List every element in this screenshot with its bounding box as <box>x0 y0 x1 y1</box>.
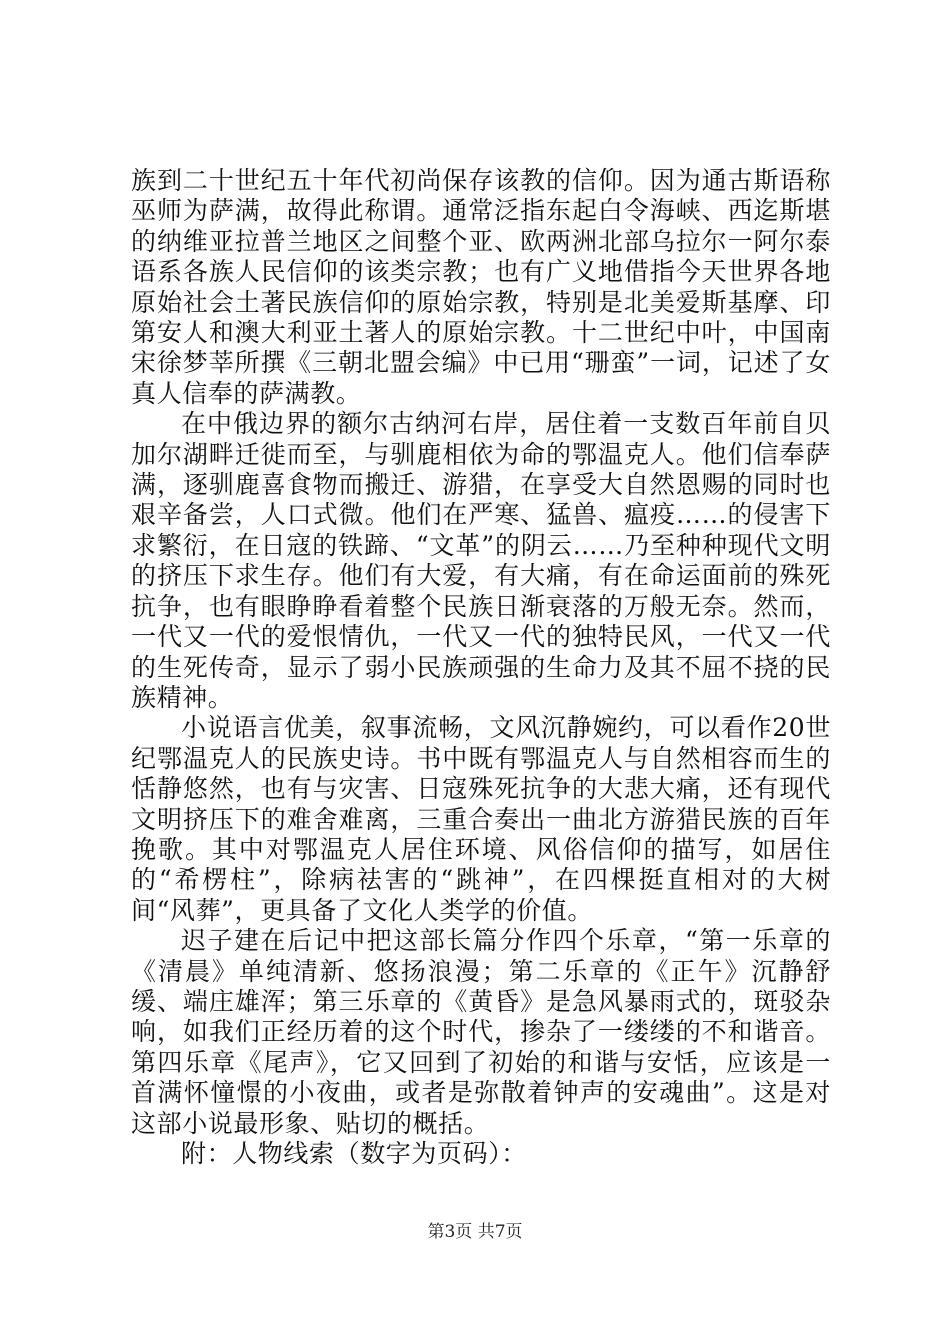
page-number-footer: 第3页 共7页 <box>427 1222 523 1242</box>
body-text <box>131 166 831 1169</box>
paragraph-4: 迟子建在后记中把这部长篇分作四个乐章，“第一乐章的《清晨》单纯清新、悠扬浪漫；第二乐章的《正午》沉静舒缓、端庄雄浑；第三乐章的《黄昏》是急风暴雨式的，斑驳杂响，如我们正经历着的这个时代，掺杂了一缕缕的不和谐音。第四乐章《尾声》，它又回到了初始的和谐与安恬，应该是一首满怀憧憬的小夜曲，或者是弥散着钟声的安魂曲”。这是对这部小说最形象、贴切的概括。 <box>131 926 831 1138</box>
paragraph-1: 族到二十世纪五十年代初尚保存该教的信仰。因为通古斯语称巫师为萨满，故得此称谓。通常泛指东起白令海峡、西迄斯堪的纳维亚拉普兰地区之间整个亚、欧两洲北部乌拉尔一阿尔泰语系各族人民信仰的该类宗教；也有广义地借指今天世界各地原始社会土著民族信仰的原始宗教，特别是北美爱斯基摩、印第安人和澳大利亚土著人的原始宗教。十二世纪中叶，中国南宋徐梦莘所撰《三朝北盟会编》中已用“珊蛮”一词，记述了女真人信奉的萨满教。 <box>131 166 831 408</box>
paragraph-3: 小说语言优美，叙事流畅，文风沉静婉约，可以看作20世纪鄂温克人的民族史诗。书中既有鄂温克人与自然相容而生的恬静悠然，也有与灾害、日寇殊死抗争的大悲大痛，还有现代文明挤压下的难舍难离，三重合奏出一曲北方游猎民族的百年挽歌。其中对鄂温克人居住环境、风俗信仰的描写，如居住的“希楞柱”，除病祛害的“跳神”，在四棵挺直相对的大树间“风葬”，更具备了文化人类学的价值。 <box>131 713 831 925</box>
paragraph-5: 附：人物线索（数字为页码）： <box>181 1139 527 1168</box>
paragraph-2: 在中俄边界的额尔古纳河右岸，居住着一支数百年前自贝加尔湖畔迁徙而至，与驯鹿相依为命的鄂温克人。他们信奉萨满，逐驯鹿喜食物而搬迁、游猎，在享受大自然恩赐的同时也艰辛备尝，人口式微。他们在严寒、猛兽、瘟疫……的侵害下求繁衍，在日寇的铁蹄、“文革”的阴云……乃至种种现代文明的挤压下求生存。他们有大爱，有大痛，有在命运面前的殊死抗争，也有眼睁睁看着整个民族日渐衰落的万般无奈。然而，一代又一代的爱恨情仇，一代又一代的独特民风，一代又一代的生死传奇，显示了弱小民族顽强的生命力及其不屈不挠的民族精神。 <box>131 409 831 712</box>
